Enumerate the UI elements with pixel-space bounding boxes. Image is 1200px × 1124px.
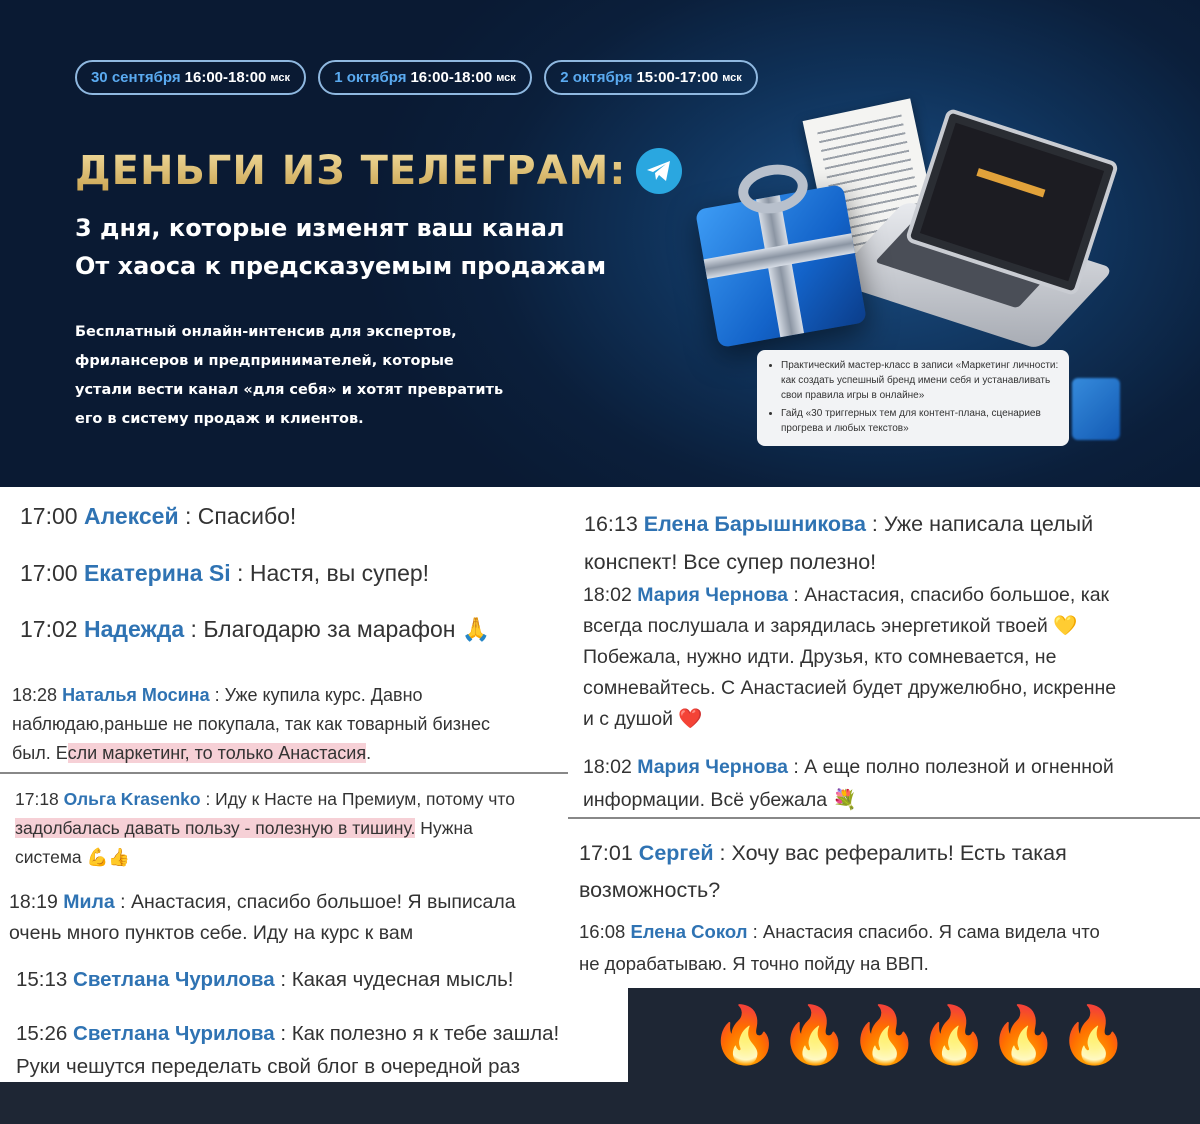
chat-message: 16:08 Елена Сокол : Анастасия спасибо. Я сама видела что не дорабатываю. Я точно пойду на ВВП. (579, 916, 1100, 980)
message-text: Руки чешутся переделать свой блог в очередной раз (16, 1055, 521, 1078)
timezone-label: мск (496, 71, 516, 84)
message-author: Мария Чернова (637, 756, 788, 778)
message-text: А еще полно полезной и огненной (804, 756, 1114, 778)
message-text: Уже написала целый (883, 512, 1094, 536)
message-time: 18:19 (9, 891, 58, 913)
time-label: 15:00-17:00 (636, 69, 719, 86)
message-text: очень много пунктов себе. Иду на курс к вам (9, 922, 414, 944)
date-label: 30 сентября (90, 69, 181, 86)
message-author: Алексей (83, 503, 179, 529)
message-text: Какая чудесная мысль! (291, 968, 514, 991)
message-time: 17:00 (20, 560, 78, 586)
message-text: Анастасия спасибо. Я сама видела что (762, 921, 1100, 942)
chat-message: 17:01 Сергей : Хочу вас рефералить! Есть такая возможность? (579, 835, 1067, 909)
message-time: 15:13 (16, 968, 68, 991)
message-author: Елена Барышникова (643, 512, 866, 536)
message-time: 18:02 (583, 756, 632, 778)
message-time: 16:08 (579, 921, 626, 942)
message-text: и с душой ❤️ (583, 708, 703, 730)
banner-subtitle-1: 3 дня, которые изменят ваш канал (75, 214, 565, 242)
message-text: . (366, 743, 372, 763)
message-text: возможность? (579, 878, 721, 902)
banner-description: Бесплатный онлайн-интенсив для экспертов, фрилансеров и предпринимателей, которые устали вести канал «для себя» и хотят превратить его в систему продаж и клиентов. (75, 324, 504, 427)
message-time: 15:26 (16, 1022, 68, 1045)
chat-message: 18:02 Мария Чернова : Анастасия, спасибо большое, как всегда послушала и зарядилась энергетикой твоей 💛 Побежала, нужно идти. Друзья, кто сомневается, не сомневайтесь. С Анастасией будет дружелюбно, искренне и с душой ❤️ (583, 580, 1116, 735)
message-author: Мария Чернова (637, 584, 788, 606)
message-author: Сергей (638, 841, 714, 865)
time-label: 16:00-18:00 (410, 69, 493, 86)
message-text: Благодарю за марафон 🙏 (203, 616, 491, 642)
message-text: конспект! Все супер полезно! (584, 550, 877, 574)
banner-title-row (75, 148, 682, 194)
timezone-label: мск (722, 71, 742, 84)
bonus-item-2: • Гайд «30 триггерных тем для контент-плана, сценариев прогрева и любых текстов» (781, 406, 1059, 436)
message-author: Елена Сокол (630, 921, 748, 942)
date-label: 2 октября (560, 69, 633, 86)
chat-message: 15:26 Светлана Чурилова : Как полезно я к тебе зашла! Руки чешутся переделать свой блог в очередной раз (16, 1017, 559, 1083)
message-time: 17:01 (579, 841, 633, 865)
message-text: Нужна (415, 818, 473, 838)
message-time: 16:13 (584, 512, 638, 536)
message-text: был. Е (12, 743, 68, 763)
chat-message: 18:28 Наталья Мосина : Уже купила курс. Давно наблюдаю,раньше не покупала, так как товарный бизнес был. Если маркетинг, то только Анастасия. (12, 685, 490, 763)
fire-icon: 🔥🔥🔥🔥🔥🔥 (710, 1003, 1129, 1068)
message-author: Надежда (83, 616, 185, 642)
bonus-item-1: • Практический мастер-класс в записи «Маркетинг личности: как создать успешный бренд имени себя и устанавливать свои правила игры в онлайне» (781, 358, 1059, 403)
banner-subtitle-2: От хаоса к предсказуемым продажам (75, 252, 607, 280)
message-text: Побежала, нужно идти. Друзья, кто сомневается, не (583, 646, 1057, 668)
message-author: Екатерина Si (83, 560, 231, 586)
message-text: Анастасия, спасибо большое! Я выписала (130, 891, 516, 913)
chat-message: 17:00 Алексей : Спасибо! (20, 503, 297, 529)
message-author: Светлана Чурилова (73, 968, 275, 991)
message-text: наблюдаю,раньше не покупала, так как товарный бизнес (12, 714, 490, 734)
message-time: 17:18 (15, 789, 59, 809)
chat-message: 17:02 Надежда : Благодарю за марафон 🙏 (20, 616, 491, 642)
message-text: Хочу вас рефералить! Есть такая (731, 841, 1067, 865)
highlighted-text: сли маркетинг, то только Анастасия (67, 743, 367, 763)
date-pill-1 (75, 60, 306, 95)
chat-message: 18:19 Мила : Анастасия, спасибо большое! Я выписала очень много пунктов себе. Иду на курс к вам (9, 887, 516, 949)
message-text: Как полезно я к тебе зашла! (291, 1022, 560, 1045)
footer-bar (0, 1082, 1200, 1124)
small-gift-icon (1072, 378, 1120, 440)
message-time: 18:28 (12, 685, 58, 705)
message-text: всегда послушала и зарядилась энергетикой твоей 💛 (583, 615, 1078, 637)
telegram-icon (636, 148, 682, 194)
message-author: Светлана Чурилова (73, 1022, 275, 1045)
message-text: Иду к Насте на Премиум, потому что (215, 789, 515, 809)
highlighted-text: задолбалась давать пользу - полезную в тишину. (15, 818, 416, 838)
message-text: Настя, вы супер! (249, 560, 430, 586)
message-author: Наталья Мосина (62, 685, 210, 705)
chat-message: 17:00 Екатерина Si : Настя, вы супер! (20, 560, 430, 586)
message-text: система 💪👍 (15, 847, 131, 867)
message-text: Спасибо! (197, 503, 297, 529)
message-text: не дорабатываю. Я точно пойду на ВВП. (579, 953, 929, 974)
date-label: 1 октября (334, 69, 407, 86)
chat-message: 15:13 Светлана Чурилова : Какая чудесная мысль! (16, 968, 514, 991)
chat-message: 17:18 Ольга Krasenko : Иду к Насте на Премиум, потому что задолбалась давать пользу - полезную в тишину. Нужна система 💪👍 (15, 785, 515, 872)
chat-message: 18:02 Мария Чернова : А еще полно полезной и огненной информации. Всё убежала 💐 (583, 751, 1114, 817)
message-time: 17:00 (20, 503, 78, 529)
fire-emoji-block (628, 988, 1200, 1082)
date-pill-2 (318, 60, 532, 95)
date-pill-3 (544, 60, 758, 95)
message-text: Анастасия, спасибо большое, как (804, 584, 1110, 606)
message-text: информации. Всё убежала 💐 (583, 789, 857, 811)
message-text: Уже купила курс. Давно (224, 685, 423, 705)
message-text: сомневайтесь. С Анастасией будет дружелюбно, искренне (583, 677, 1117, 699)
message-time: 17:02 (20, 616, 78, 642)
time-label: 16:00-18:00 (184, 69, 267, 86)
message-author: Ольга Krasenko (63, 789, 201, 809)
timezone-label: мск (270, 71, 291, 84)
message-author: Мила (63, 891, 115, 913)
chat-message: 16:13 Елена Барышникова : Уже написала целый конспект! Все супер полезно! (584, 505, 1093, 581)
banner-title: ДЕНЬГИ ИЗ ТЕЛЕГРАМ: (75, 148, 627, 194)
intensive-banner (0, 0, 1200, 487)
bonus-card (757, 350, 1069, 446)
message-time: 18:02 (583, 584, 632, 606)
